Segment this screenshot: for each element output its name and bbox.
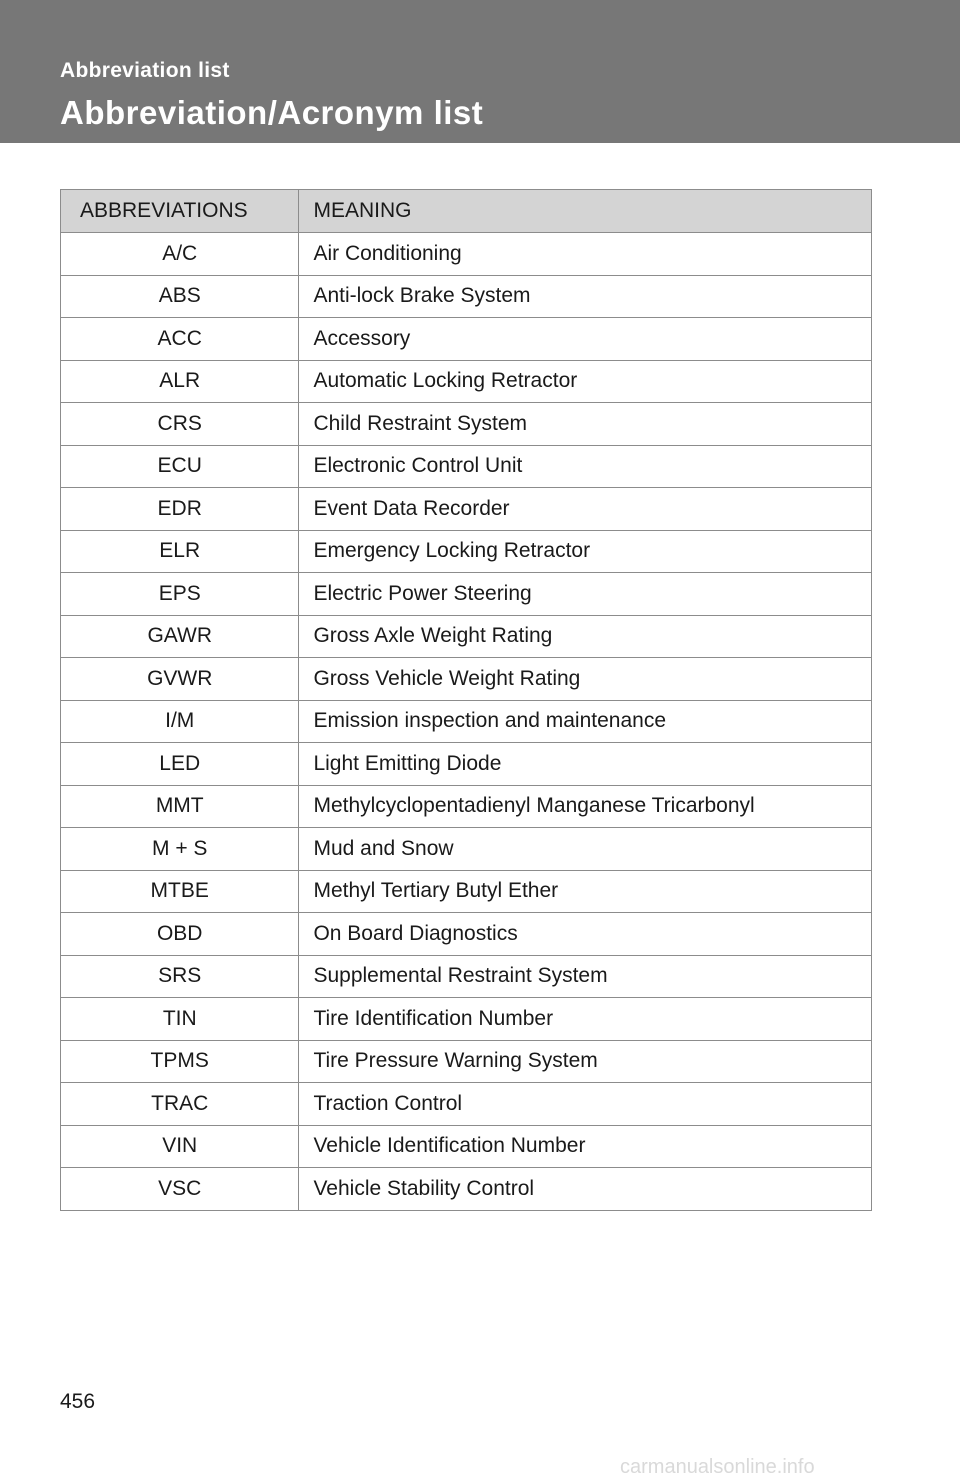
abbreviation-cell: EDR xyxy=(61,488,299,531)
table-row xyxy=(61,233,872,276)
table-row xyxy=(61,743,872,786)
table-body xyxy=(61,233,872,1211)
abbreviation-cell: ALR xyxy=(61,360,299,403)
page-title: Abbreviation/Acronym list xyxy=(60,94,484,131)
meaning-cell: Event Data Recorder xyxy=(299,488,872,531)
table-row xyxy=(61,785,872,828)
abbreviation-cell: ECU xyxy=(61,445,299,488)
table-row xyxy=(61,700,872,743)
abbreviation-cell: MMT xyxy=(61,785,299,828)
meaning-cell: Gross Axle Weight Rating xyxy=(299,615,872,658)
abbreviation-cell: GAWR xyxy=(61,615,299,658)
table-row xyxy=(61,488,872,531)
abbreviation-cell: GVWR xyxy=(61,658,299,701)
abbreviation-cell: CRS xyxy=(61,403,299,446)
abbreviation-cell: TIN xyxy=(61,998,299,1041)
table-row xyxy=(61,1168,872,1211)
meaning-cell: Child Restraint System xyxy=(299,403,872,446)
table-row xyxy=(61,870,872,913)
table-row xyxy=(61,1083,872,1126)
table-row xyxy=(61,1040,872,1083)
meaning-cell: Gross Vehicle Weight Rating xyxy=(299,658,872,701)
table-header-row xyxy=(61,190,872,233)
table-row xyxy=(61,445,872,488)
meaning-cell: Light Emitting Diode xyxy=(299,743,872,786)
abbreviation-cell: TRAC xyxy=(61,1083,299,1126)
abbreviation-cell: VSC xyxy=(61,1168,299,1211)
table-row xyxy=(61,615,872,658)
meaning-cell: On Board Diagnostics xyxy=(299,913,872,956)
table-row xyxy=(61,998,872,1041)
abbreviation-cell: I/M xyxy=(61,700,299,743)
abbreviation-cell: OBD xyxy=(61,913,299,956)
meaning-cell: Vehicle Identification Number xyxy=(299,1125,872,1168)
abbreviation-cell: TPMS xyxy=(61,1040,299,1083)
meaning-cell: Supplemental Restraint System xyxy=(299,955,872,998)
table-row xyxy=(61,955,872,998)
page-number: 456 xyxy=(60,1390,96,1413)
abbreviation-table xyxy=(60,189,872,1211)
abbreviation-cell: EPS xyxy=(61,573,299,616)
meaning-cell: Methylcyclopentadienyl Manganese Tricarbonyl xyxy=(299,785,872,828)
table-row xyxy=(61,1125,872,1168)
header-band xyxy=(0,0,960,143)
abbreviation-cell: MTBE xyxy=(61,870,299,913)
table-row xyxy=(61,403,872,446)
abbreviation-cell: ABS xyxy=(61,275,299,318)
meaning-cell: Electronic Control Unit xyxy=(299,445,872,488)
meaning-cell: Anti-lock Brake System xyxy=(299,275,872,318)
meaning-cell: Emission inspection and maintenance xyxy=(299,700,872,743)
meaning-cell: Electric Power Steering xyxy=(299,573,872,616)
meaning-cell: Traction Control xyxy=(299,1083,872,1126)
abbreviation-cell: A/C xyxy=(61,233,299,276)
table-row xyxy=(61,275,872,318)
table-row xyxy=(61,360,872,403)
meaning-cell: Tire Pressure Warning System xyxy=(299,1040,872,1083)
table-row xyxy=(61,573,872,616)
meaning-cell: Emergency Locking Retractor xyxy=(299,530,872,573)
table-row xyxy=(61,913,872,956)
watermark: carmanualsonline.info xyxy=(620,1456,815,1478)
abbreviation-cell: M + S xyxy=(61,828,299,871)
table-row xyxy=(61,318,872,361)
abbreviation-cell: ELR xyxy=(61,530,299,573)
meaning-cell: Tire Identification Number xyxy=(299,998,872,1041)
meaning-cell: Air Conditioning xyxy=(299,233,872,276)
abbreviation-cell: ACC xyxy=(61,318,299,361)
column-header-abbreviations: ABBREVIATIONS xyxy=(61,190,299,233)
table-row xyxy=(61,828,872,871)
column-header-meaning: MEANING xyxy=(299,190,872,233)
table-row xyxy=(61,658,872,701)
meaning-cell: Vehicle Stability Control xyxy=(299,1168,872,1211)
abbreviation-cell: VIN xyxy=(61,1125,299,1168)
abbreviation-cell: SRS xyxy=(61,955,299,998)
meaning-cell: Mud and Snow xyxy=(299,828,872,871)
meaning-cell: Automatic Locking Retractor xyxy=(299,360,872,403)
table-row xyxy=(61,530,872,573)
section-label: Abbreviation list xyxy=(60,59,230,82)
meaning-cell: Accessory xyxy=(299,318,872,361)
abbreviation-cell: LED xyxy=(61,743,299,786)
meaning-cell: Methyl Tertiary Butyl Ether xyxy=(299,870,872,913)
